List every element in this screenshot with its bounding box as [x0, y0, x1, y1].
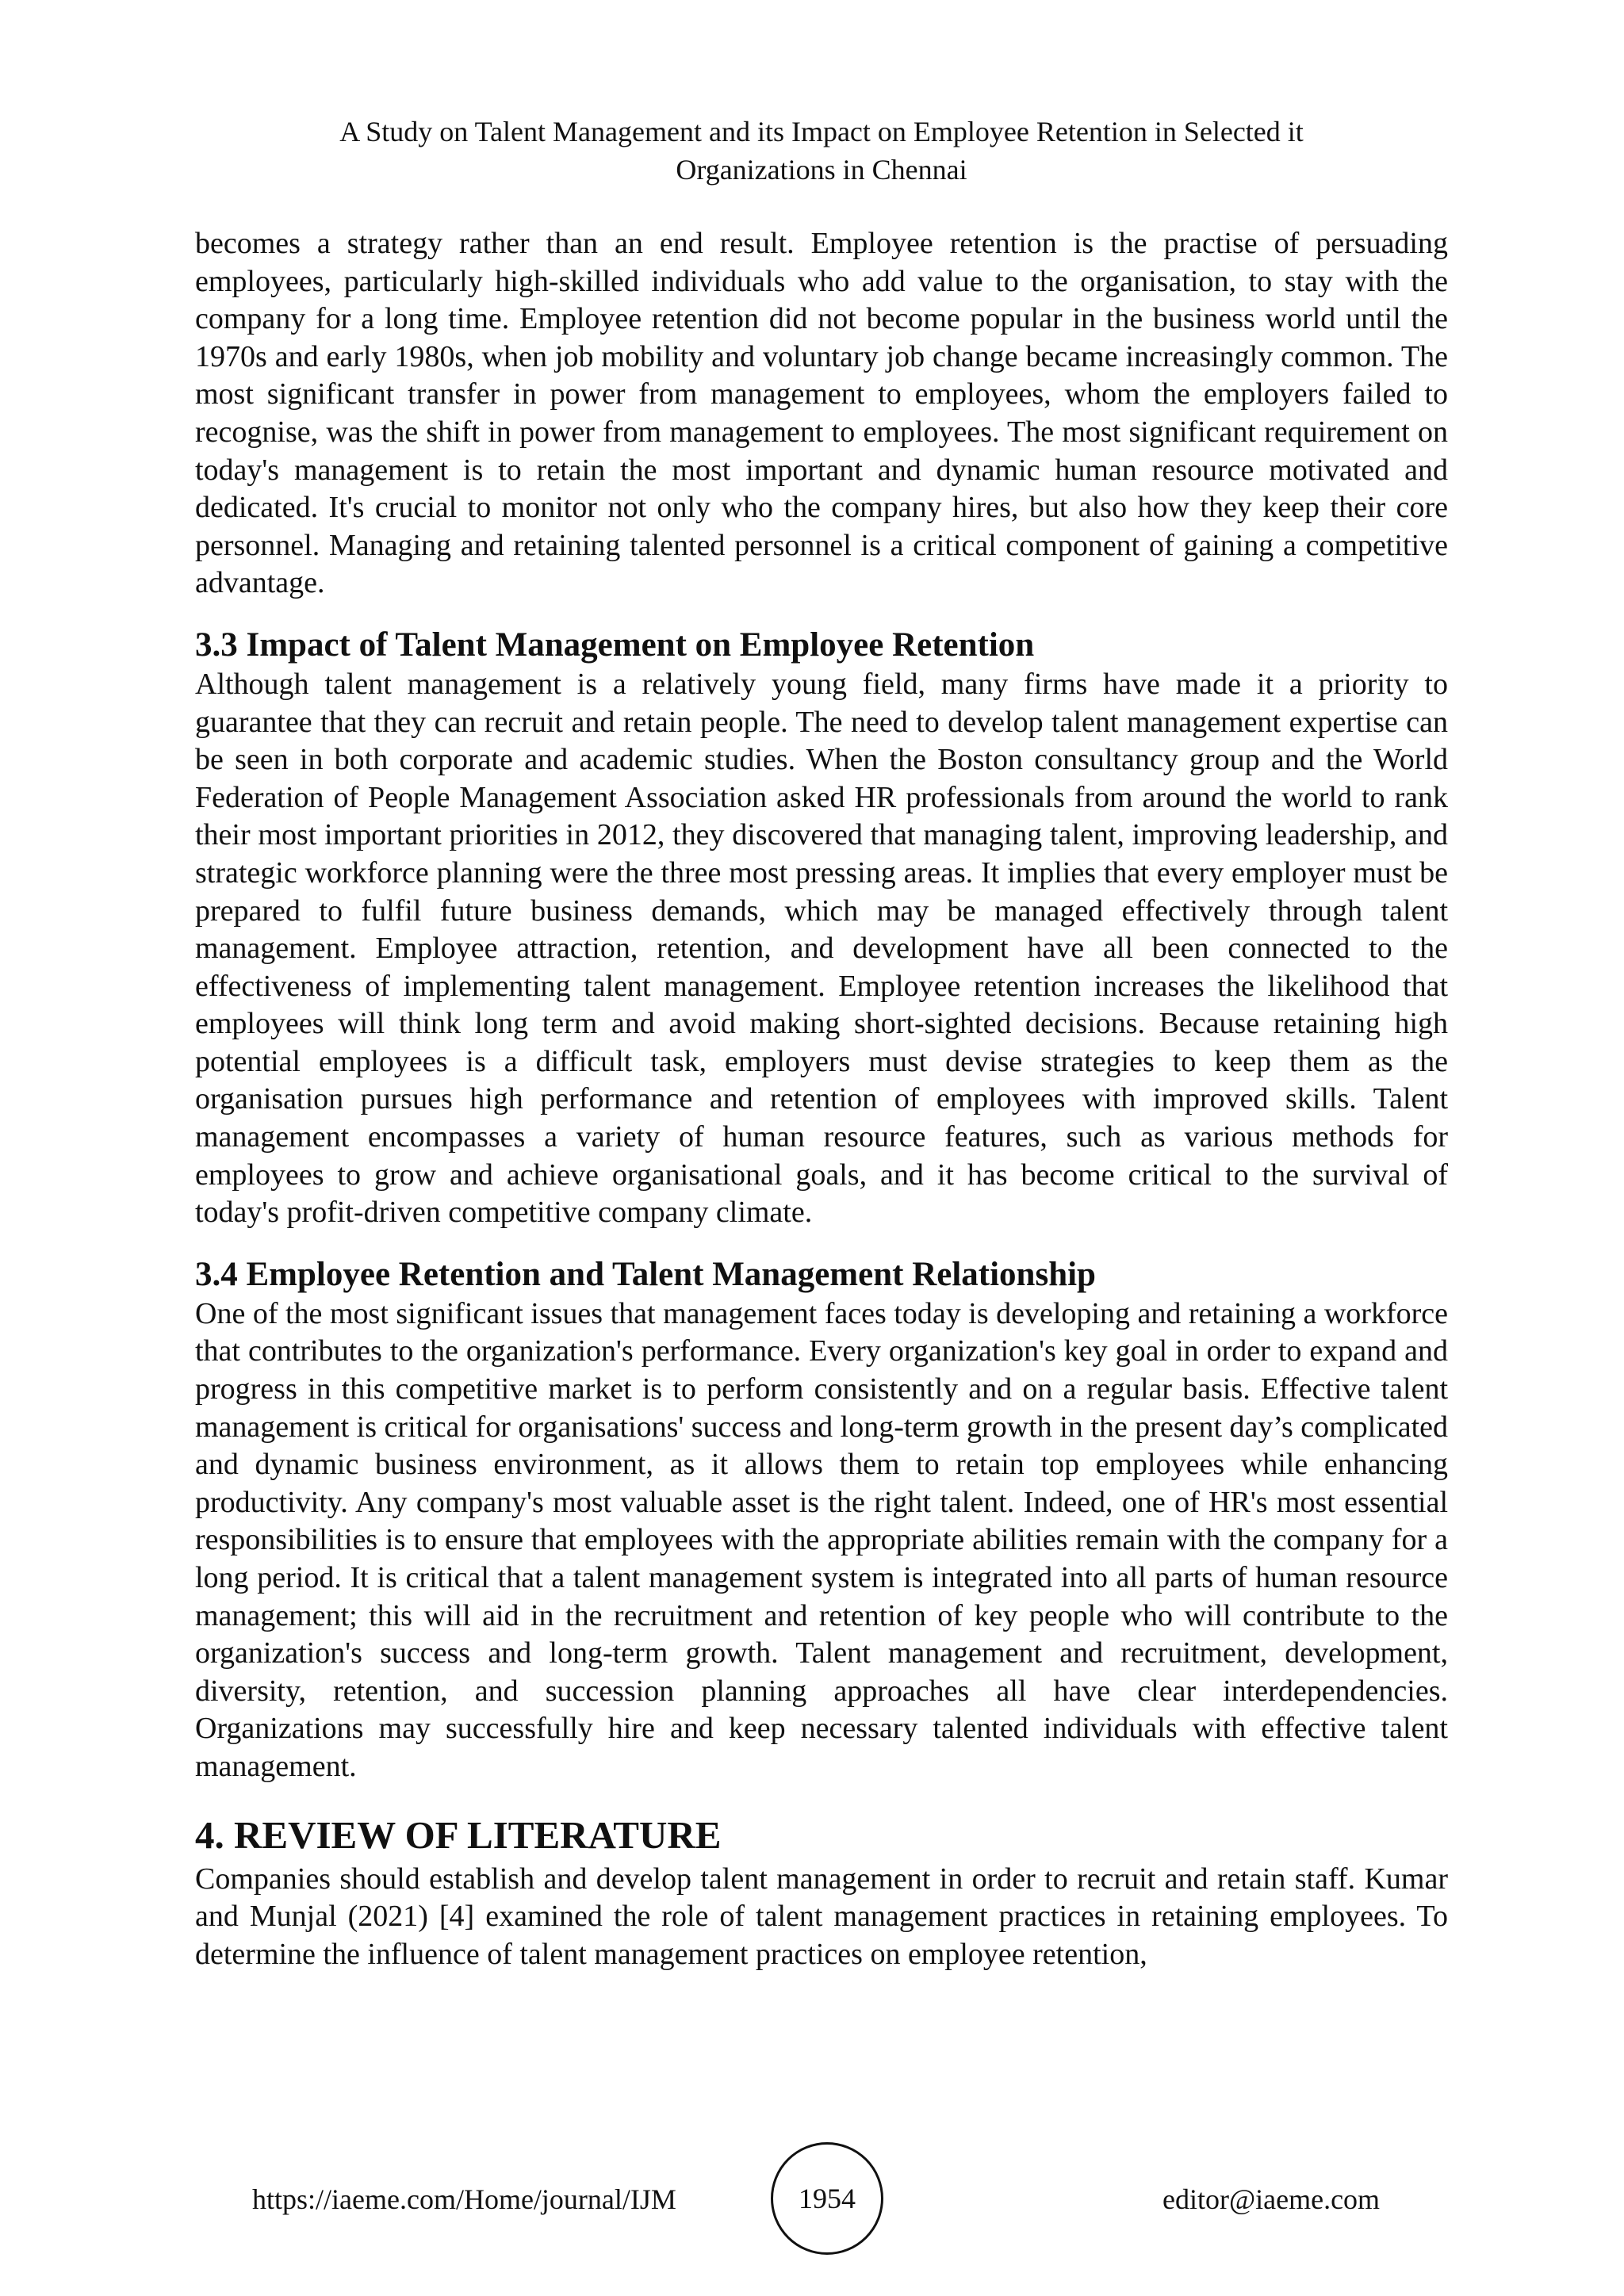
journal-url-link[interactable]: https://iaeme.com/Home/journal/IJM	[252, 2183, 676, 2215]
page-number: 1954	[799, 2183, 856, 2214]
section-3-3-heading: 3.3 Impact of Talent Management on Employee Retention	[195, 626, 1035, 664]
section-4-paragraph: Companies should establish and develop talent management in order to recruit and retain staff. Kumar and Munjal (2021) [4] examined the role of talent management practices in retaining employees. To determine the influence of talent management practices on employee retention,	[195, 1862, 1448, 1971]
editor-email-link[interactable]: editor@iaeme.com	[1162, 2183, 1381, 2215]
article-body	[195, 225, 1448, 1973]
section-4-heading: 4. REVIEW OF LITERATURE	[195, 1812, 722, 1857]
page-number-badge	[771, 2142, 883, 2255]
page-footer	[0, 2142, 1624, 2261]
section-3-4-paragraph: One of the most significant issues that management faces today is developing and retaining a workforce that contributes to the organization's performance. Every organization's key goal in order to expand and progress in this competitive market is to perform consistently and on a regular basis. Effective talent management is critical for organisations' success and long-term growth in the present day’s complicated and dynamic business environment, as it allows them to retain top employees while enhancing productivity. Any company's most valuable asset is the right talent. Indeed, one of HR's most essential responsibilities is to ensure that employees with the appropriate abilities remain with the company for a long period. It is critical that a talent management system is integrated into all parts of human resource management; this will aid in the recruitment and retention of key people who will contribute to the organization's success and long-term growth. Talent management and recruitment, development, diversity, retention, and succession planning approaches all have clear interdependencies. Organizations may successfully hire and keep necessary talented individuals with effective talent management.	[195, 1296, 1448, 1783]
section-3-3-paragraph: Although talent management is a relatively young field, many firms have made it a priority to guarantee that they can recruit and retain people. The need to develop talent management expertise can be seen in both corporate and academic studies. When the Boston consultancy group and the World Federation of People Management Association asked HR professionals from around the world to rank their most important priorities in 2012, they discovered that managing talent, improving leadership, and strategic workforce planning were the three most pressing areas. It implies that every employer must be prepared to fulfil future business demands, which may be managed effectively through talent management. Employee attraction, retention, and development have all been connected to the effectiveness of implementing talent management. Employee retention increases the likelihood that employees will think long term and avoid making short-sighted decisions. Because retaining high potential employees is a difficult task, employers must devise strategies to keep them as the organisation pursues high performance and retention of employees with improved skills. Talent management encompasses a variety of human resource features, such as various methods for employees to grow and achieve organisational goals, and it has become critical to the survival of today's profit-driven competitive company climate.	[195, 667, 1448, 1230]
running-header-line-2: Organizations in Chennai	[676, 154, 967, 186]
running-header-line-1: A Study on Talent Management and its Impact on Employee Retention in Selected it	[339, 116, 1304, 147]
running-header	[195, 113, 1448, 189]
section-3-4-heading: 3.4 Employee Retention and Talent Management Relationship	[195, 1255, 1096, 1293]
intro-paragraph: becomes a strategy rather than an end result. Employee retention is the practise of persuading employees, particularly high-skilled individuals who add value to the organisation, to stay with the company for a long time. Employee retention did not become popular in the business world until the 1970s and early 1980s, when job mobility and voluntary job change became increasingly common. The most significant transfer in power from management to employees, whom the employers failed to recognise, was the shift in power from management to employees. The most significant requirement on today's management is to retain the most important and dynamic human resource motivated and dedicated. It's crucial to monitor not only who the company hires, but also how they keep their core personnel. Managing and retaining talented personnel is a critical component of gaining a competitive advantage.	[195, 227, 1448, 600]
